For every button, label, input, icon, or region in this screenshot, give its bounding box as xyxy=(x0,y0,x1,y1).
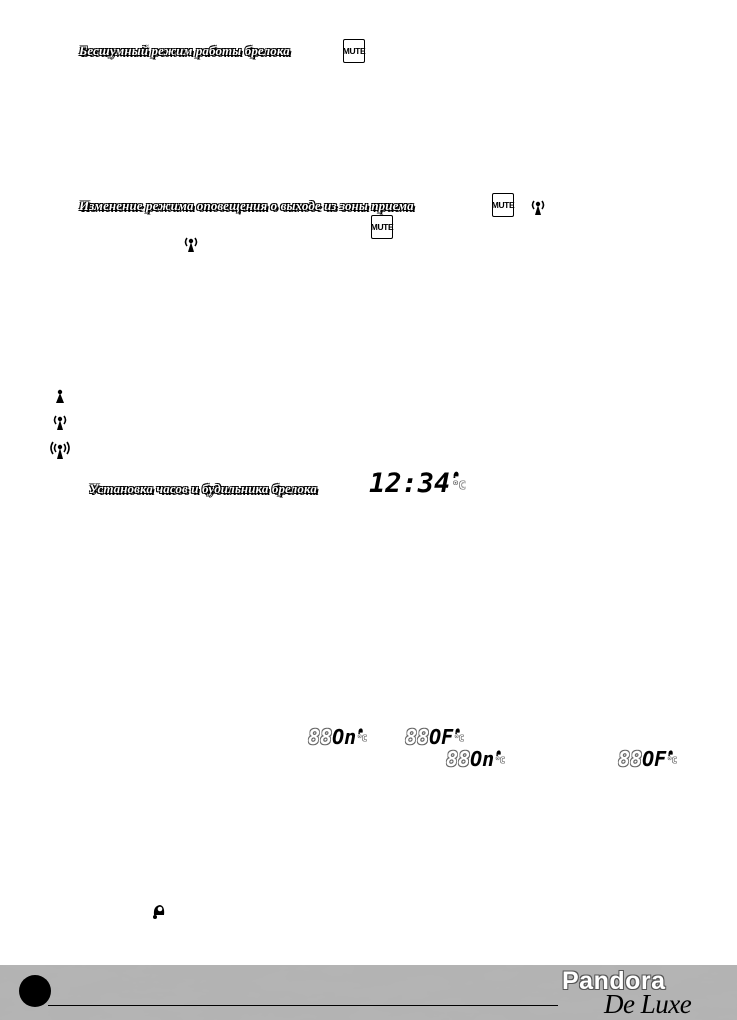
clock-unit: °C xyxy=(452,479,466,492)
antenna-strong-icon xyxy=(50,440,70,460)
alarm-value: On xyxy=(332,725,357,749)
page-footer xyxy=(0,965,737,1020)
alarm-unit: °C xyxy=(667,756,677,765)
mute-badge-range-second: MUTE xyxy=(371,215,393,239)
brand-logo-subtitle: De Luxe xyxy=(604,989,692,1019)
alarm-value: OF xyxy=(642,747,667,771)
heading-range-alert: Изменение режима оповещения о выходе из зоны приема xyxy=(79,198,414,213)
bell-icon xyxy=(452,470,460,478)
alarm-value: OF xyxy=(429,725,454,749)
alarm-ghost-digits: 88 xyxy=(446,747,471,771)
alarm-display-off-2 xyxy=(618,749,677,769)
alarm-unit: °C xyxy=(454,734,464,743)
alarm-value: On xyxy=(470,747,495,771)
antenna-medium-icon xyxy=(52,413,68,431)
bell-icon xyxy=(151,903,167,919)
alarm-unit: °C xyxy=(495,756,505,765)
clock-lcd-display xyxy=(369,470,466,497)
alarm-unit: °C xyxy=(357,734,367,743)
antenna-icon xyxy=(183,235,199,253)
clock-time: 12:34 xyxy=(369,468,451,499)
bell-icon xyxy=(495,749,502,756)
alarm-display-on-1 xyxy=(308,727,367,747)
heading-mute-mode: Бесшумный режим работы брелока xyxy=(79,43,290,58)
alarm-display-off-1 xyxy=(405,727,464,747)
footer-rule xyxy=(48,1005,558,1006)
page-number-dot xyxy=(19,975,51,1007)
antenna-icon xyxy=(530,198,546,216)
mute-badge: MUTE xyxy=(343,39,365,63)
antenna-weak-icon xyxy=(53,388,67,404)
mute-badge-range: MUTE xyxy=(492,193,514,217)
alarm-ghost-digits: 88 xyxy=(308,725,333,749)
heading-clock-setup: Установка часов и будильника брелока xyxy=(89,481,317,496)
alarm-ghost-digits: 88 xyxy=(618,747,643,771)
bell-icon xyxy=(667,749,674,756)
bell-icon xyxy=(454,727,461,734)
bell-icon xyxy=(357,727,364,734)
brand-logo: Pandora xyxy=(562,967,666,995)
alarm-display-on-2 xyxy=(446,749,505,769)
alarm-ghost-digits: 88 xyxy=(405,725,430,749)
